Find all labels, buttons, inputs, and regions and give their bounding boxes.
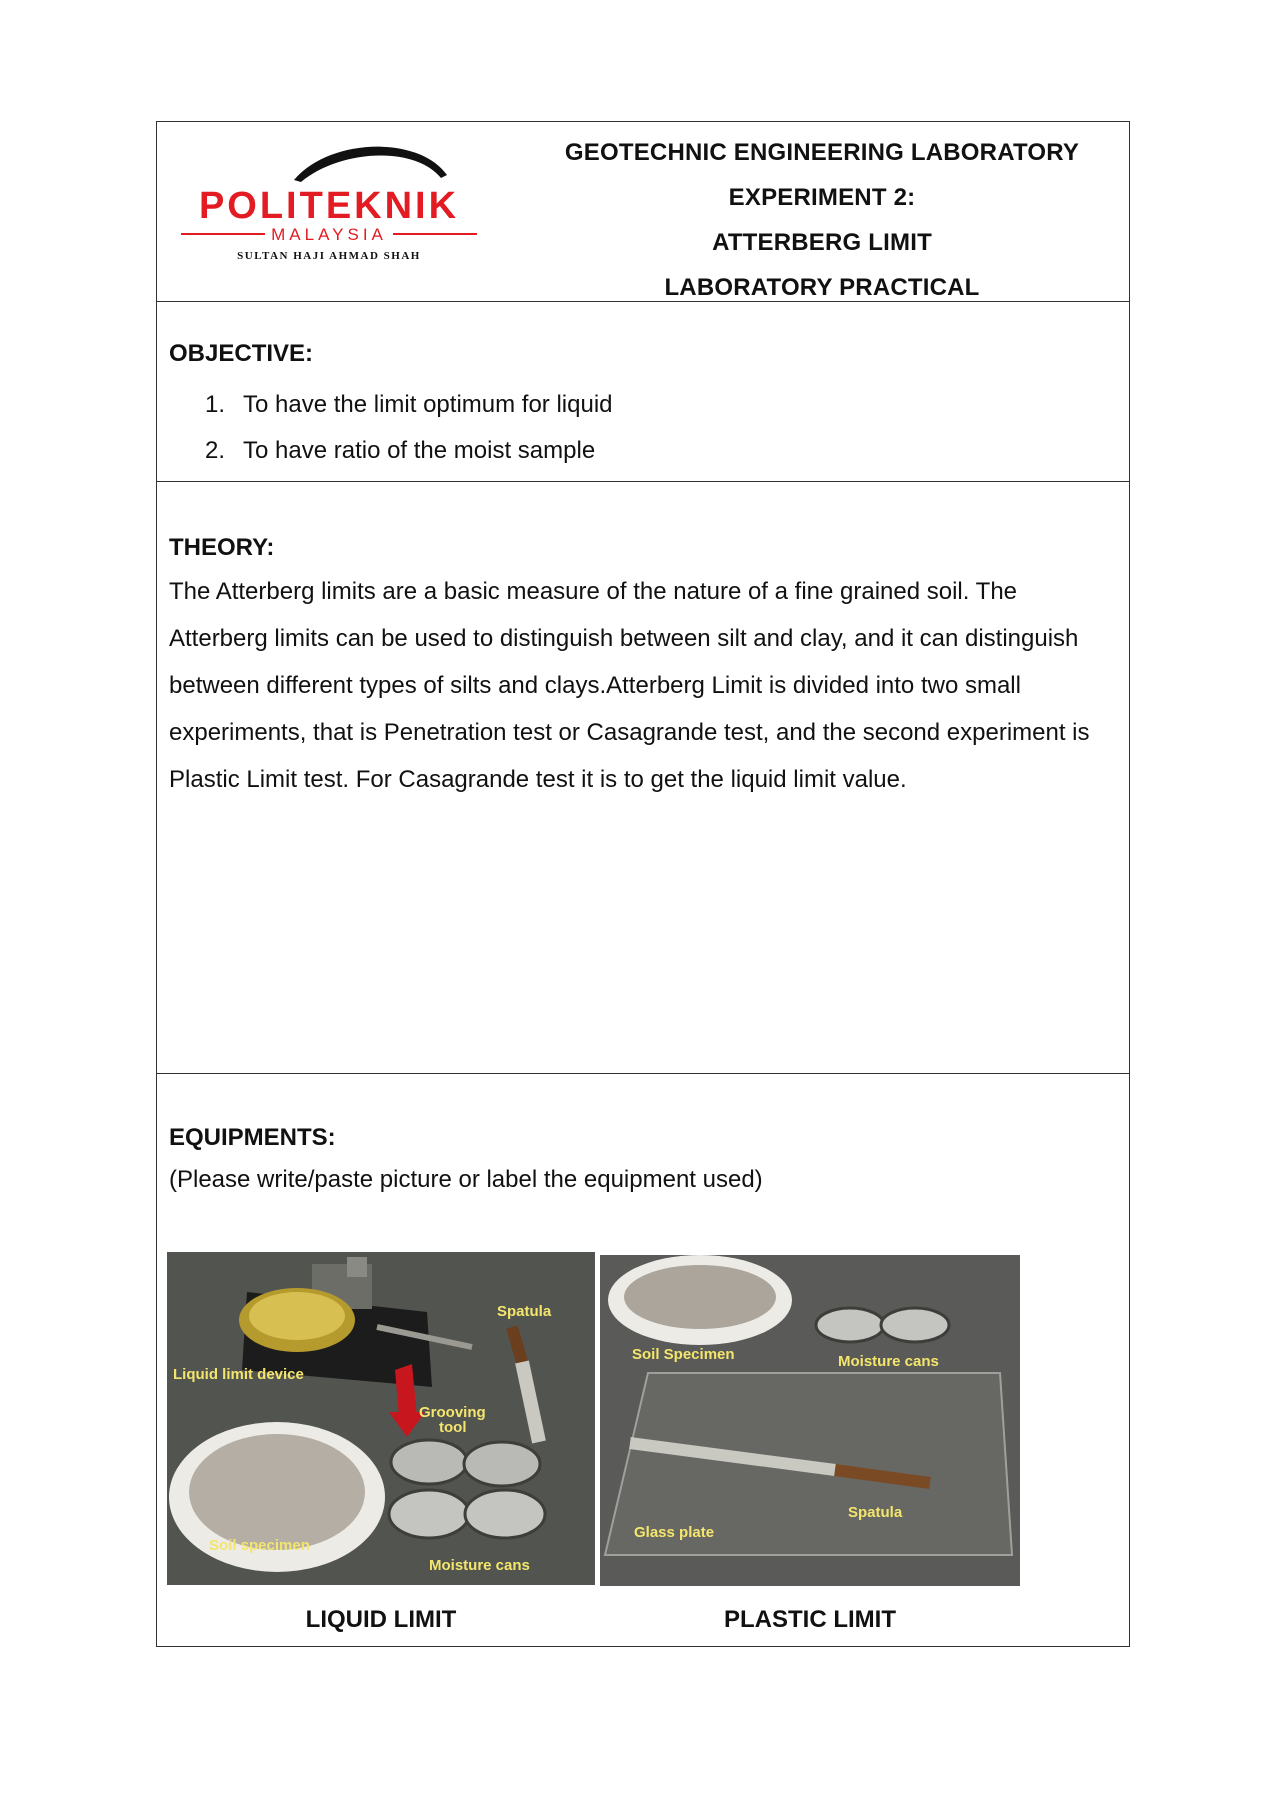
liquid-limit-caption: LIQUID LIMIT <box>305 1606 457 1633</box>
politeknik-logo <box>179 130 479 260</box>
label-spatula: Spatula <box>497 1303 552 1320</box>
label-moisture-cans: Moisture cans <box>838 1353 939 1370</box>
lab-title: GEOTECHNIC ENGINEERING LABORATORY <box>564 139 1080 166</box>
label-soil-specimen: Soil Specimen <box>632 1346 735 1363</box>
label-liquid-limit-device: Liquid limit device <box>173 1366 304 1383</box>
plastic-limit-caption: PLASTIC LIMIT <box>724 1606 896 1633</box>
list-item <box>205 382 613 428</box>
objective-heading: OBJECTIVE: <box>169 340 314 367</box>
equipment-heading: EQUIPMENTS: <box>169 1124 336 1151</box>
label-soil-specimen: Soil specimen <box>209 1537 310 1554</box>
list-item <box>205 428 613 474</box>
theory-section <box>157 482 1129 1074</box>
list-text: To have the limit optimum for liquid <box>243 391 613 418</box>
label-spatula: Spatula <box>848 1504 903 1521</box>
experiment-title: ATTERBERG LIMIT <box>712 229 932 256</box>
label-glass-plate: Glass plate <box>634 1524 715 1541</box>
label-grooving-tool-2: tool <box>439 1419 467 1436</box>
header-title-block <box>527 130 1117 310</box>
logo-country: MALAYSIA <box>271 225 387 244</box>
practical-label: LABORATORY PRACTICAL <box>664 274 980 301</box>
label-moisture-cans: Moisture cans <box>429 1557 530 1574</box>
equipment-instruction: (Please write/paste picture or label the equipment used) <box>169 1166 763 1193</box>
objective-list <box>205 382 613 474</box>
theory-paragraph: The Atterberg limits are a basic measure of the nature of a fine grained soil. The Atterberg limits can be used to distinguish between silt and clay, and it can distinguish between different types of silts and clays.Atterberg Limit is divided into two small experiments, that is Penetration test or Casagrande test, and the second experiment is Plastic Limit test. For Casagrande test it is to get the liquid limit value. <box>169 578 1090 793</box>
list-number: 2. <box>205 437 226 464</box>
list-number: 1. <box>205 391 226 418</box>
liquid-limit-photo <box>167 1252 595 1585</box>
plastic-limit-photo <box>600 1255 1020 1586</box>
label-grooving-tool: Grooving <box>419 1404 486 1421</box>
logo-campus: SULTAN HAJI AHMAD SHAH <box>237 250 421 260</box>
list-text: To have ratio of the moist sample <box>243 437 596 464</box>
experiment-number: EXPERIMENT 2: <box>728 184 916 211</box>
logo-graphic <box>179 130 479 260</box>
theory-heading: THEORY: <box>169 534 275 561</box>
logo-brand: POLITEKNIK <box>198 185 460 227</box>
objective-section <box>157 302 1129 482</box>
header-section <box>157 122 1129 302</box>
